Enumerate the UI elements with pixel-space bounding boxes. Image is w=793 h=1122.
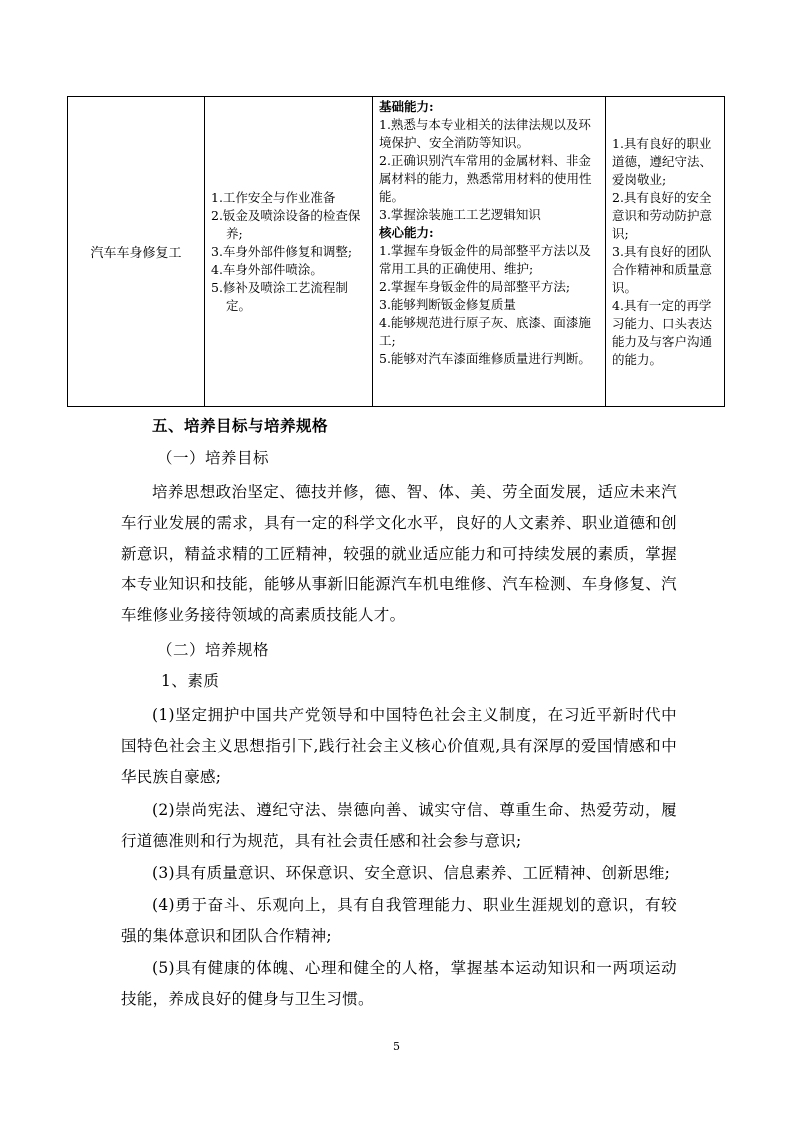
quality-point: (3)具有质量意识、环保意识、安全意识、信息素养、工匠精神、创新思维; [152,864,671,882]
core-ability-heading: 核心能力: [379,225,434,240]
task-item: 5.修补及喷涂工艺流程制定。 [211,279,348,313]
job-name-cell [68,97,205,407]
core-ability-item: 3.能够判断钣金修复质量 [379,297,516,312]
task-item: 4.车身外部件喷涂。 [211,261,323,277]
core-ability-item: 4.能够规范进行原子灰、底漆、面漆施工; [379,315,591,348]
subsection-title-quality: 1、素质 [161,672,220,690]
quality-item: 3.具有良好的团队合作精神和质量意识。 [612,243,713,295]
goal-paragraph: 培养思想政治坚定、德技并修，德、智、体、美、劳全面发展，适应未来汽车行业发展的需求，具有一定的科学文化水平，良好的人文素养、职业道德和创新意识，精益求精的工匠精神，较强的就业适应能力和可持续发展的素质，掌握本专业知识和技能，能够从事新旧能源汽车机电维修、汽车检测、车身修复、汽车维修业务接待领域的高素质技能人才。 [121,483,677,625]
core-ability-item: 1.掌握车身钣金件的局部整平方法以及常用工具的正确使用、维护; [379,243,591,276]
table-row [68,97,725,407]
quality-point: (4)勇于奋斗、乐观向上，具有自我管理能力、职业生涯规划的意识，有较强的集体意识和团队合作精神; [121,896,677,945]
tasks-cell [205,97,373,407]
quality-point: (2)崇尚宪法、遵纪守法、崇德向善、诚实守信、尊重生命、热爱劳动，履行道德准则和行为规范，具有社会责任感和社会参与意识; [121,801,677,850]
task-item: 1.工作安全与作业准备 [211,189,336,205]
subsection-title-goals: （一）培养目标 [157,449,270,467]
task-item: 3.车身外部件修复和调整; [211,243,353,259]
page-number: 5 [393,1040,400,1053]
abilities-cell [373,97,606,407]
basic-ability-item: 2.正确识别汽车常用的金属材料、非金属材料的能力，熟悉常用材料的使用性能。 [379,153,592,204]
basic-ability-item: 3.掌握涂装施工工艺逻辑知识 [379,207,541,222]
quality-point: (1)坚定拥护中国共产党领导和中国特色社会主义制度，在习近平新时代中国特色社会主义思想指引下,践行社会主义核心价值观,具有深厚的爱国情感和中华民族自豪感; [121,706,677,786]
section-title: 五、培养目标与培养规格 [152,416,329,435]
task-item: 2.钣金及喷涂设备的检查保养; [211,207,361,241]
quality-item: 4.具有一定的再学习能力、口头表达能力及与客户沟通的能力。 [612,297,713,367]
core-ability-item: 5.能够对汽车漆面维修质量进行判断。 [379,351,591,366]
subsection-title-specs: （二）培养规格 [157,641,270,659]
quality-item: 1.具有良好的职业道德，遵纪守法、爱岗敬业; [612,135,713,187]
quality-point: (5)具有健康的体魄、心理和健全的人格，掌握基本运动知识和一两项运动技能，养成良好的健身与卫生习惯。 [121,959,677,1008]
job-ability-table [67,96,725,407]
core-ability-item: 2.掌握车身钣金件的局部整平方法; [379,279,571,294]
basic-ability-item: 1.熟悉与本专业相关的法律法规以及环境保护、安全消防等知识。 [379,117,591,150]
quality-item: 2.具有良好的安全意识和劳动防护意识; [612,189,713,241]
basic-ability-heading: 基础能力: [379,99,434,114]
job-name: 汽车车身修复工 [90,246,182,261]
qualities-cell [606,97,725,407]
